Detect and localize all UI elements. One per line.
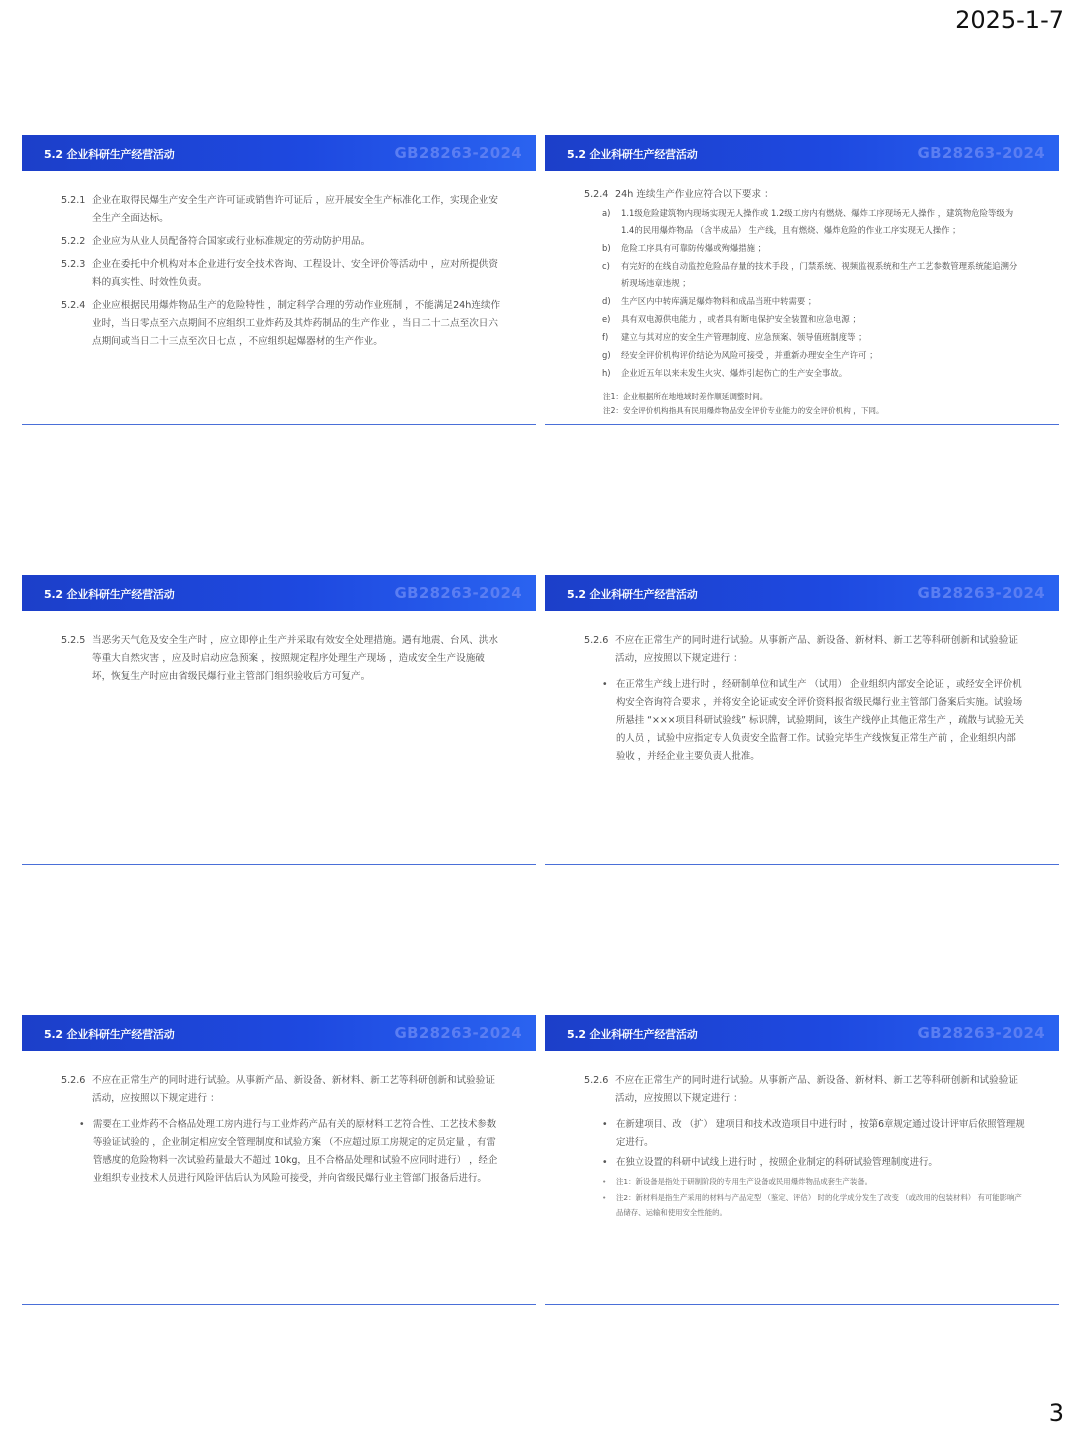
bullet-item: • 在正常生产线上进行时 ，经研制单位和试生产 （试用） 企业组织内部安全论证 ，或经安全评价机构安全咨询符合要求 ，并将安全论证或安全评价资料报省级民爆行业主管部门备案后实施。试验场所悬挂 “×××项目科研试验线” 标识牌，试验期间，该生产线停止其他正常生产 ，疏散与试验无关的人员 ，试验中应指定专人负责安全监督工作。试验完毕生产线恢复正常生产前 ，企业组织内部验收 ，并经企业主要负责人批准。 [602,676,1025,766]
list-item-text: 1.1级危险建筑物内现场实现无人操作或 1.2级工房内有燃烧、爆炸工序现场无人操作 ，建筑物危险等级为 1.4的民用爆炸物品 （含半成品） 生产线，且有燃烧、爆炸危险的作业工序实现无人操作 ； [621,208,1014,235]
list-item-letter: d) [602,296,611,306]
notes [603,390,1025,418]
slide-header [545,1015,1059,1051]
list-item-letter: h) [602,368,611,378]
clause-text: 企业在取得民爆生产安全生产许可证或销售许可证后 ，应开展安全生产标准化工作，实现企业安全生产全面达标。 [92,195,498,224]
slide-bottom-rule [545,424,1059,425]
clause-text: 企业应根据民用爆炸物品生产的危险特性 ，制定科学合理的劳动作业班制 ，不能满足24h连续作业时，当日零点至六点期间不应组织工业炸药及其炸药制品的生产作业 ，当日二十二点至次日六点期间或当日二十三点至次日七点 ，不应组织起爆器材的生产作业。 [92,300,501,347]
list-item-text: 建立与其对应的安全生产管理制度、应急预案、领导值班制度等 ； [621,332,867,342]
list-item [602,205,1025,239]
clause [61,192,502,228]
slide-body [584,632,1025,768]
list-item [602,365,1025,382]
slide-bottom-rule [545,1304,1059,1305]
clause-number: 5.2.5 [61,635,86,646]
list-item [602,240,1025,257]
clause-text: 不应在正常生产的同时进行试验。从事新产品、新设备、新材料、新工艺等科研创新和试验验证活动，应按照以下规定进行 ： [615,1075,1018,1104]
clause [61,297,502,351]
slide-body [584,186,1025,418]
list-item-letter: e) [602,314,611,324]
list-item-letter: a) [602,208,611,218]
list-item-text: 企业近五年以来未发生火灾、爆炸引起伤亡的生产安全事故。 [621,368,848,378]
slide-title: 5.2 企业科研生产经营活动 [567,588,698,601]
slide-body [61,632,502,691]
slide-bottom-rule [545,864,1059,865]
slide-title: 5.2 企业科研生产经营活动 [567,1028,698,1041]
clause [61,233,502,251]
list-item [602,258,1025,292]
slide-header [545,575,1059,611]
clause [61,1072,502,1108]
slide-5 [22,1015,536,1305]
slide-header [545,135,1059,171]
list-item-text: 生产区内中转库满足爆炸物料和成品当班中转需要 ； [621,296,817,306]
list-item [602,347,1025,364]
list-item-letter: b) [602,243,611,253]
list-item-text: 有完好的在线自动监控危险品存量的技术手段 ，门禁系统、视频监视系统和生产工艺参数管理系统能追溯分析现场违章违规 ； [621,261,1018,288]
slide-title: 5.2 企业科研生产经营活动 [44,588,175,601]
clause [584,1072,1025,1108]
clause-number: 5.2.3 [61,259,86,270]
slide-header [22,1015,536,1051]
slide-title: 5.2 企业科研生产经营活动 [44,148,175,161]
list-item-letter: g) [602,350,611,360]
slide-bottom-rule [22,424,536,425]
clause [61,632,502,686]
list-item-text: 危险工序具有可靠防传爆或殉爆措施 ； [621,243,767,253]
list-item-letter: f) [602,332,609,342]
standard-code: GB28263-2024 [917,144,1045,162]
clause-number: 5.2.4 [61,300,86,311]
slide-body [584,1072,1025,1220]
slide-2 [545,135,1059,425]
clause-text: 不应在正常生产的同时进行试验。从事新产品、新设备、新材料、新工艺等科研创新和试验验证活动，应按照以下规定进行 ： [92,1075,495,1104]
note: 注1：企业根据所在地地域时差作顺延调整时间。 [603,392,768,401]
slide-body [61,1072,502,1190]
slide-title: 5.2 企业科研生产经营活动 [567,148,698,161]
clause-number: 5.2.6 [584,1075,609,1086]
standard-code: GB28263-2024 [394,1024,522,1042]
clause-number: 5.2.2 [61,236,86,247]
standard-code: GB28263-2024 [394,584,522,602]
bullet-item: • 在独立设置的科研中试线上进行时 ，按照企业制定的科研试验管理制度进行。 [602,1154,1025,1172]
clause-text: 24h 连续生产作业应符合以下要求 ： [615,189,774,200]
clause-number: 5.2.1 [61,195,86,206]
list-item [602,329,1025,346]
slide-1 [22,135,536,425]
slide-body [61,192,502,356]
list-item [602,293,1025,310]
clause [584,632,1025,668]
clause [584,186,1025,204]
bullet-item: • 需要在工业炸药不合格品处理工房内进行与工业炸药产品有关的原材料工艺符合性、工艺技术参数等验证试验的 ，企业制定相应安全管理制度和试验方案 （不应超过原工房规定的定员定量 ，有雷管感度的危险物料一次试验药量最大不超过 10kg，且不合格品处理和试验不应同时进行） ，经企业组织专业技术人员进行风险评估后认为风险可接受，并向省级民爆行业主管部门报备后进行。 [79,1116,502,1188]
slide-title: 5.2 企业科研生产经营活动 [44,1028,175,1041]
list-item-text: 经安全评价机构评价结论为风险可接受 ，并重新办理安全生产许可 ； [621,350,878,360]
page-date: 2025-1-7 [955,6,1064,34]
clause-number: 5.2.6 [61,1075,86,1086]
list-item-letter: c) [602,261,610,271]
list-item-text: 具有双电源供电能力 ，或者具有断电保护安全装置和应急电源 ； [621,314,861,324]
clause-text: 不应在正常生产的同时进行试验。从事新产品、新设备、新材料、新工艺等科研创新和试验验证活动，应按照以下规定进行 ： [615,635,1018,664]
note: • 注2：新材料是指生产采用的材料与产品定型 （鉴定、评估） 时的化学成分发生了改变 （或改用的包装材料） 有可能影响产品储存、运输和使用安全性能的。 [602,1190,1025,1220]
slide-bottom-rule [22,864,536,865]
clause [61,256,502,292]
standard-code: GB28263-2024 [394,144,522,162]
bullet-item: • 在新建项目、改 （扩） 建项目和技术改造项目中进行时 ，按第6章规定通过设计评审后依照管理规定进行。 [602,1116,1025,1152]
slide-3 [22,575,536,865]
clause-text: 当恶劣天气危及安全生产时 ，应立即停止生产并采取有效安全处理措施。遇有地震、台风、洪水等重大自然灾害 ，应及时启动应急预案 ，按照规定程序处理生产现场 ，造成安全生产设施破坏，恢复生产时应由省级民爆行业主管部门组织验收后方可复产。 [92,635,498,682]
clause-text: 企业应为从业人员配备符合国家或行业标准规定的劳动防护用品。 [92,236,371,247]
clause-text: 企业在委托中介机构对本企业进行安全技术咨询、工程设计、安全评价等活动中 ，应对所提供资料的真实性、时效性负责。 [92,259,498,288]
clause-number: 5.2.6 [584,635,609,646]
slide-6 [545,1015,1059,1305]
slide-4 [545,575,1059,865]
slide-header [22,575,536,611]
note: • 注1：新设备是指处于研制阶段的专用生产设备或民用爆炸物品成套生产装备。 [602,1174,1025,1189]
list-item [602,311,1025,328]
slide-bottom-rule [22,1304,536,1305]
clause-number: 5.2.4 [584,189,609,200]
page-number: 3 [1048,1399,1064,1427]
note: 注2：安全评价机构指具有民用爆炸物品安全评价专业能力的安全评价机构 ，下同。 [603,406,884,415]
standard-code: GB28263-2024 [917,1024,1045,1042]
slide-header [22,135,536,171]
standard-code: GB28263-2024 [917,584,1045,602]
